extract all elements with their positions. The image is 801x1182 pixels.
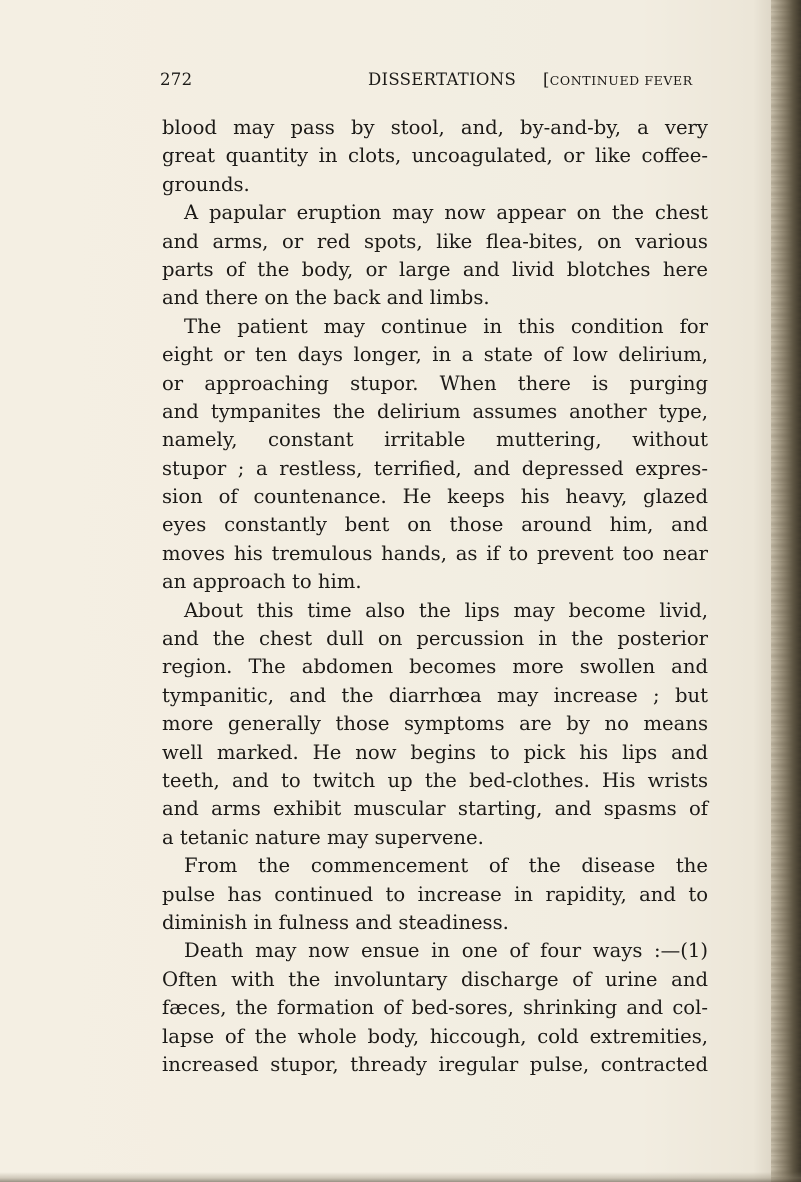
text-line: region. The abdomen becomes more swollen and xyxy=(162,655,708,679)
page-bottom-edge xyxy=(0,1172,801,1182)
text-line: diminish in fulness and steadiness. xyxy=(162,910,509,934)
text-line: well marked. He now begins to pick his lips and xyxy=(162,740,708,764)
text-line: grounds. xyxy=(162,172,250,196)
text-line: A papular eruption may now appear on the chest xyxy=(184,201,708,225)
text-line: and the chest dull on percussion in the posterior xyxy=(162,627,708,651)
text-line: blood may pass by stool, and, by-and-by, a very xyxy=(162,116,708,139)
text-line: great quantity in clots, uncoagulated, or like coffee- xyxy=(162,144,708,168)
body-text xyxy=(162,114,708,1079)
text-line: lapse of the whole body, hiccough, cold extremities, xyxy=(162,1024,708,1048)
text-line: or approaching stupor. When there is purging xyxy=(162,371,708,395)
text-line: fæces, the formation of bed-sores, shrinking and col- xyxy=(162,996,708,1020)
text-line: moves his tremulous hands, as if to prevent too near xyxy=(162,541,708,565)
section-title-text: CONTINUED FEVER xyxy=(549,73,693,88)
text-line: parts of the body, or large and livid blotches here xyxy=(162,257,708,281)
section-title xyxy=(543,70,693,89)
text-line: Death may now ensue in one of four ways :—(1) xyxy=(184,939,708,963)
text-line: About this time also the lips may become livid, xyxy=(184,598,708,622)
running-title: DISSERTATIONS xyxy=(368,70,517,89)
text-line: eyes constantly bent on those around him, and xyxy=(162,513,708,537)
text-line: sion of countenance. He keeps his heavy, glazed xyxy=(162,485,708,509)
text-line: namely, constant irritable muttering, without xyxy=(162,428,708,452)
section-open-bracket: [ xyxy=(543,70,550,89)
text-line: an approach to him. xyxy=(162,570,362,594)
text-line: eight or ten days longer, in a state of low delirium, xyxy=(162,343,708,367)
text-line: teeth, and to twitch up the bed-clothes. His wrists xyxy=(162,768,708,792)
text-line: stupor ; a restless, terrified, and depressed expres- xyxy=(162,456,708,480)
text-line: Often with the involuntary discharge of urine and xyxy=(162,967,708,991)
text-line: The patient may continue in this condition for xyxy=(184,314,708,338)
text-line: pulse has continued to increase in rapidity, and to xyxy=(162,882,708,906)
text-line: and there on the back and limbs. xyxy=(162,286,490,310)
text-line: increased stupor, thready iregular pulse, contracted xyxy=(162,1052,708,1076)
text-line: and arms exhibit muscular starting, and spasms of xyxy=(162,797,708,821)
page-binding-edge xyxy=(771,0,801,1182)
text-line: and arms, or red spots, like flea-bites, on various xyxy=(162,229,708,253)
running-header xyxy=(160,70,710,94)
text-line: more generally those symptoms are by no means xyxy=(162,712,708,736)
text-line: From the commencement of the disease the xyxy=(184,854,708,878)
text-line: and tympanites the delirium assumes another type, xyxy=(162,399,708,423)
text-line: tympanitic, and the diarrhœa may increase ; but xyxy=(162,683,708,707)
page-number: 272 xyxy=(160,70,193,89)
text-line: a tetanic nature may supervene. xyxy=(162,825,484,849)
